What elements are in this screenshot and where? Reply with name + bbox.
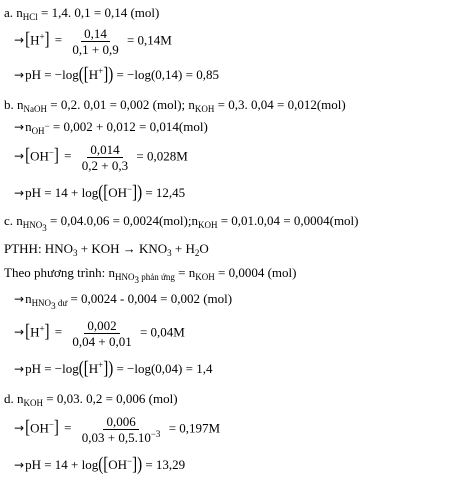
line-a-h-concentration: →[H+] = $\frac{0,14}{0,1 + 0,9}$ = 0,14M: [14, 26, 172, 57]
line-c-equation: PTHH: $HNO_3$ + KOH → $KNO_3 + H_2O$: [4, 241, 209, 258]
fraction: $\frac{0,006}{0,03 + 0,5.10^{-3}}$: [81, 414, 161, 445]
line-b-ph: →pH = 14 + log([OH−]) = 12,45: [14, 183, 186, 203]
line-c-moles: c. $n_{HNO_3} = 0,04.0,06$ = $0,0024(mol);n_{KOH} = 0,01.0,04 = 0,0004(mol)$: [4, 213, 359, 233]
line-a-hcl-moles: a. $n_{HCl} = 1,4$. 0,1 = 0,14 (mol): [4, 5, 160, 22]
arrow-icon: →: [14, 458, 25, 472]
line-a-ph: →pH = −log([H+]) = −log(0,14) = 0,85: [14, 65, 219, 85]
line-c-reaction-ratio: Theo phương trình: $n_{HNO_3 phản ứng} = n_{KOH} = 0,0004$ (mol): [4, 265, 297, 285]
arrow-icon: →: [14, 120, 25, 134]
arrow-icon: →: [14, 292, 25, 306]
fraction: $\frac{0,014}{0,2 + 0,3}$: [81, 142, 129, 173]
line-b-oh-moles: $\to n_{OH^-} = 0,002 + 0,012 = 0,014(mol)$: [14, 119, 208, 136]
arrow-icon: →: [14, 149, 25, 164]
arrow-icon: →: [14, 186, 25, 200]
line-c-h-concentration: →[H+] = $\frac{0,002}{0,04 + 0,01}$ = 0,04M: [14, 318, 185, 349]
arrow-icon: →: [14, 325, 25, 340]
line-c-ph: →pH = −log([H+]) = −log(0,04) = 1,4: [14, 359, 213, 379]
line-d-oh-concentration: →[OH−] = $\frac{0,006}{0,03 + 0,5.10^{-3}}$ = 0,197M: [14, 414, 221, 445]
line-d-ph: →pH = 14 + log([OH−]) = 13,29: [14, 455, 186, 475]
arrow-icon: →: [14, 362, 25, 376]
line-b-moles: b. $n_{NaOH} = 0,2$. 0,01 = 0,002 (mol); $n_{KOH} = 0,3$. 0,04 = 0,012(mol): [4, 97, 346, 114]
arrow-icon: →: [14, 421, 25, 436]
fraction: $\frac{0,002}{0,04 + 0,01}$: [72, 318, 132, 349]
fraction: $\frac{0,14}{0,1 + 0,9}$: [72, 26, 119, 57]
line-c-excess: $\to n_{HNO_3 dư} = 0,0024 - 0,004 = 0,002$ (mol): [14, 291, 233, 311]
arrow-icon: →: [14, 33, 25, 48]
arrow-icon: →: [14, 68, 25, 82]
line-b-oh-concentration: →[OH−] = $\frac{0,014}{0,2 + 0,3}$ = 0,028M: [14, 142, 188, 173]
line-d-moles: d. $n_{KOH} = 0,03$. 0,2 = 0,006 (mol): [4, 391, 178, 408]
